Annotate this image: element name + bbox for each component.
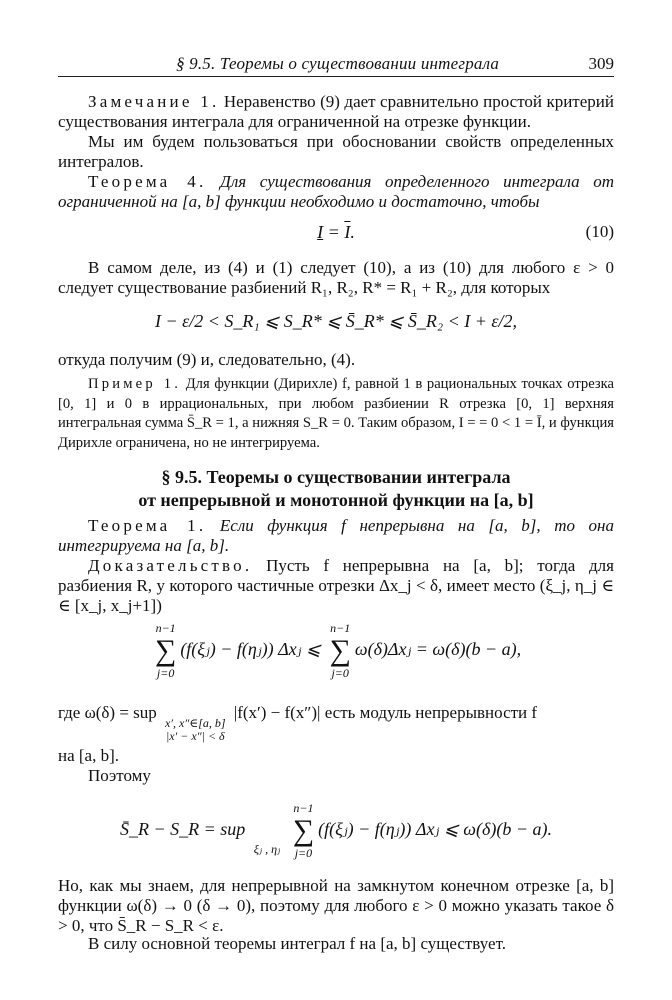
running-title: § 9.5. Теоремы о существовании интеграла bbox=[176, 54, 500, 73]
diff-sum-top: n−1 bbox=[293, 801, 314, 815]
sum-right-bottom: j=0 bbox=[331, 666, 349, 680]
remark-text: Неравенство (9) дает сравнительно простой критерий существования интеграла для ограниченной на отрезке функции. bbox=[58, 92, 614, 131]
usage-paragraph bbox=[58, 132, 614, 172]
sigma-icon: ∑ bbox=[154, 634, 177, 667]
proof-text: В самом деле, из (4) и (1) следует (10), а из (10) для любого ε > 0 следует существование разбиений R₁, R₂, R* = R₁ + R₂, для которых bbox=[58, 258, 614, 297]
sum-right-term: ω(δ)Δxⱼ = ω(δ)(b − a), bbox=[354, 639, 522, 660]
eq10-mid: = bbox=[323, 222, 345, 242]
theorem1-paragraph bbox=[58, 516, 614, 556]
equation-diff bbox=[58, 802, 614, 860]
remark-paragraph bbox=[58, 92, 614, 132]
proof1-label: Доказательство. bbox=[88, 556, 253, 575]
conclusion-text: откуда получим (9) и, следовательно, (4). bbox=[58, 350, 356, 369]
section-heading-line2: от непрерывной и монотонной функции на [a, b] bbox=[138, 490, 534, 510]
sigma-icon: ∑ bbox=[329, 634, 351, 667]
eq10-number: (10) bbox=[585, 222, 614, 241]
eq10-rhs: $\overline{I}$ bbox=[344, 222, 351, 242]
equation-sum bbox=[58, 622, 614, 680]
sigma-icon: ∑ bbox=[292, 814, 315, 847]
sup-limits bbox=[165, 717, 226, 743]
sum-right-top: n−1 bbox=[330, 621, 351, 635]
usage-text: Мы им будем пользоваться при обосновании свойств определенных интегралов. bbox=[58, 132, 614, 171]
theorem1-text: Если функция f непрерывна на [a, b], то она интегрируема на [a, b]. bbox=[58, 516, 614, 555]
proof1-paragraph bbox=[58, 556, 614, 616]
modulus-suffix: |f(x′) − f(x″)| есть модуль непрерывности f bbox=[233, 703, 538, 722]
modulus-paragraph bbox=[58, 703, 614, 743]
final-paragraph bbox=[58, 934, 614, 954]
diff-left: S̄_R − S_R = sup bbox=[120, 819, 246, 840]
remark-label: Замечание 1. bbox=[88, 92, 220, 111]
chain-text: I − ε/2 < S_R₁ ⩽ S_R* ⩽ S̄_R* ⩽ S̄_R₂ < I + ε/2, bbox=[154, 311, 517, 331]
therefore-paragraph bbox=[58, 766, 614, 786]
proof-paragraph bbox=[58, 258, 614, 298]
theorem1-label: Теорема 1. bbox=[88, 516, 207, 535]
continuity-text: Но, как мы знаем, для непрерывной на замкнутом конечном отрезке [a, b] функции ω(δ) → 0 (δ → 0), поэтому для любого ε > 0 можно указать такое δ > 0, что S̄_R − S_R < ε. bbox=[58, 876, 614, 935]
page-number: 309 bbox=[588, 54, 614, 73]
theorem4-label: Теорема 4. bbox=[88, 172, 207, 191]
sup-limit-1: x′, x″∈[a, b] bbox=[165, 716, 226, 730]
section-heading bbox=[58, 466, 614, 512]
diff-sup-limit: ξⱼ , ηⱼ bbox=[253, 842, 281, 857]
modulus-line2 bbox=[58, 746, 614, 766]
continuity-paragraph bbox=[58, 876, 614, 936]
therefore-text: Поэтому bbox=[88, 766, 151, 785]
modulus-prefix: где ω(δ) = sup bbox=[58, 703, 157, 722]
sup-limit-2: |x′ − x″| < δ bbox=[165, 729, 225, 743]
example-paragraph bbox=[58, 375, 614, 453]
theorem4-paragraph bbox=[58, 172, 614, 212]
diff-sum-operator bbox=[293, 802, 314, 860]
sum-operator-left bbox=[155, 622, 176, 680]
equation-10 bbox=[58, 222, 614, 243]
diff-right: (f(ξⱼ) − f(ηⱼ)) Δxⱼ ⩽ ω(δ)(b − a). bbox=[318, 819, 552, 840]
modulus-line2-text: на [a, b]. bbox=[58, 746, 120, 765]
example-text: Для функции (Дирихле) f, равной 1 в рациональных точках отрезка [0, 1] и 0 в иррациональных, при любом разбиении R отрезка [0, 1] верхняя интегральная сумма S̄_R = 1, а нижняя S_R = 0. Таким образом, I = = 0 < 1 = Ī, и функция Дирихле ограничена, но не интегрируема. bbox=[58, 376, 614, 451]
section-heading-line1: § 9.5. Теоремы о существовании интеграла bbox=[161, 467, 511, 487]
eq10-tail: . bbox=[350, 222, 355, 242]
running-header bbox=[58, 48, 614, 77]
sum-left-bottom: j=0 bbox=[156, 666, 175, 680]
conclusion-paragraph bbox=[58, 350, 614, 370]
theorem4-text: Для существования определенного интеграла от ограниченной на [a, b] функции необходимо и достаточно, чтобы bbox=[58, 172, 614, 211]
diff-sum-bottom: j=0 bbox=[294, 846, 313, 860]
eq10-lhs: I bbox=[317, 222, 324, 242]
diff-sup-limit-wrap bbox=[254, 843, 280, 856]
proof1-text: Пусть f непрерывна на [a, b]; тогда для разбиения R, у которого частичные отрезки Δx_j < δ, имеет место (ξ_j, η_j ∈ ∈ [x_j, x_j+1]) bbox=[58, 556, 614, 615]
example-label: Пример 1. bbox=[88, 376, 182, 392]
final-text: В силу основной теоремы интеграл f на [a, b] существует. bbox=[88, 934, 506, 953]
sum-operator-right bbox=[329, 622, 350, 680]
sum-left-term: (f(ξⱼ) − f(ηⱼ)) Δxⱼ ⩽ bbox=[180, 639, 321, 660]
sum-left-top: n−1 bbox=[155, 621, 176, 635]
equation-chain bbox=[58, 311, 614, 332]
